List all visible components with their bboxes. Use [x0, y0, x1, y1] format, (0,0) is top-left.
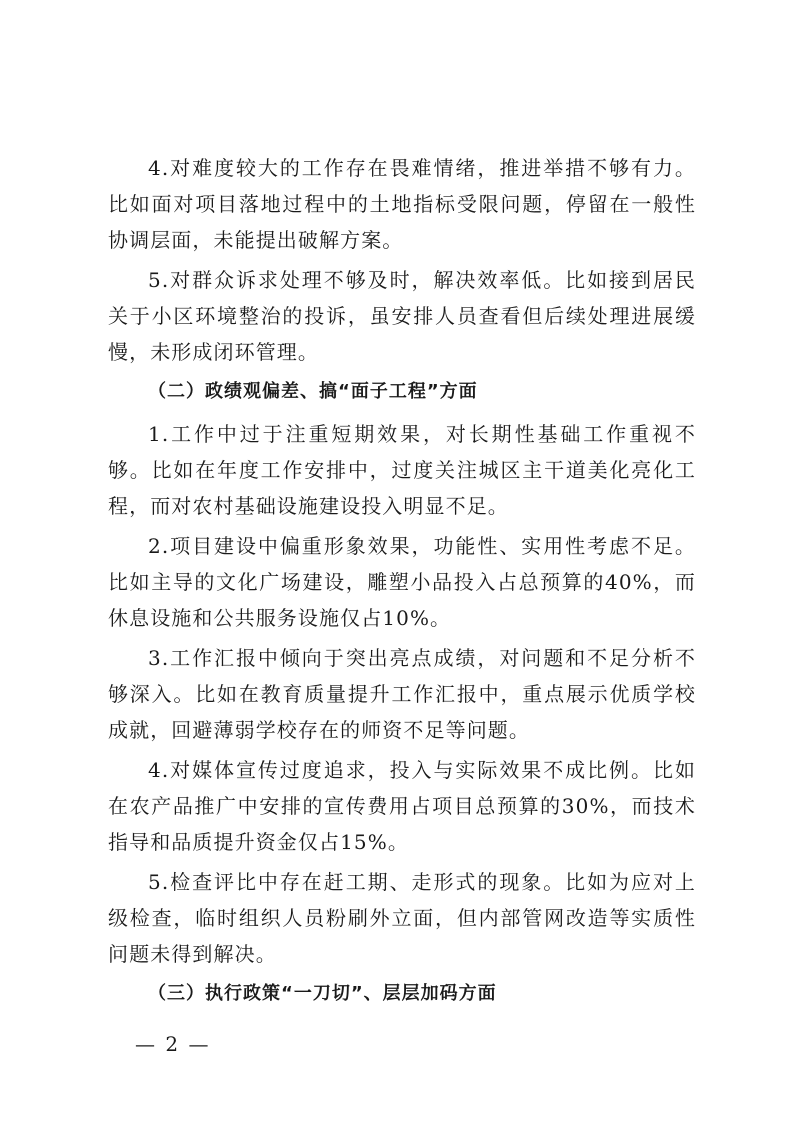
- paragraph-image-projects: 2.项目建设中偏重形象效果，功能性、实用性考虑不足。比如主导的文化广场建设，雕塑小品投入占总预算的40%，而休息设施和公共服务设施仅占10%。: [108, 534, 696, 630]
- page-number: — 2 —: [135, 1032, 211, 1056]
- paragraph-difficulty-avoidance: 4.对难度较大的工作存在畏难情绪，推进举措不够有力。比如面对项目落地过程中的土地指标受限问题，停留在一般性协调层面，未能提出破解方案。: [108, 156, 696, 252]
- section-heading-2: （二）政绩观偏差、搞“面子工程”方面: [148, 381, 478, 402]
- paragraph-inspection-formalism: 5.检查评比中存在赶工期、走形式的现象。比如为应对上级检查，临时组织人员粉刷外立面，但内部管网改造等实质性问题未得到解决。: [108, 870, 696, 966]
- paragraph-short-term-focus: 1.工作中过于注重短期效果，对长期性基础工作重视不够。比如在年度工作安排中，过度关注城区主干道美化亮化工程，而对农村基础设施建设投入明显不足。: [108, 422, 696, 518]
- paragraph-report-highlights: 3.工作汇报中倾向于突出亮点成绩，对问题和不足分析不够深入。比如在教育质量提升工作汇报中，重点展示优质学校成就，回避薄弱学校存在的师资不足等问题。: [108, 646, 696, 742]
- section-heading-3: （三）执行政策“一刀切”、层层加码方面: [148, 983, 497, 1004]
- document-body: [108, 150, 696, 1018]
- paragraph-media-publicity: 4.对媒体宣传过度追求，投入与实际效果不成比例。比如在农产品推广中安排的宣传费用占项目总预算的30%，而技术指导和品质提升资金仅占15%。: [108, 758, 696, 854]
- paragraph-public-complaints: 5.对群众诉求处理不够及时，解决效率低。比如接到居民关于小区环境整治的投诉，虽安排人员查看但后续处理进展缓慢，未形成闭环管理。: [108, 268, 696, 364]
